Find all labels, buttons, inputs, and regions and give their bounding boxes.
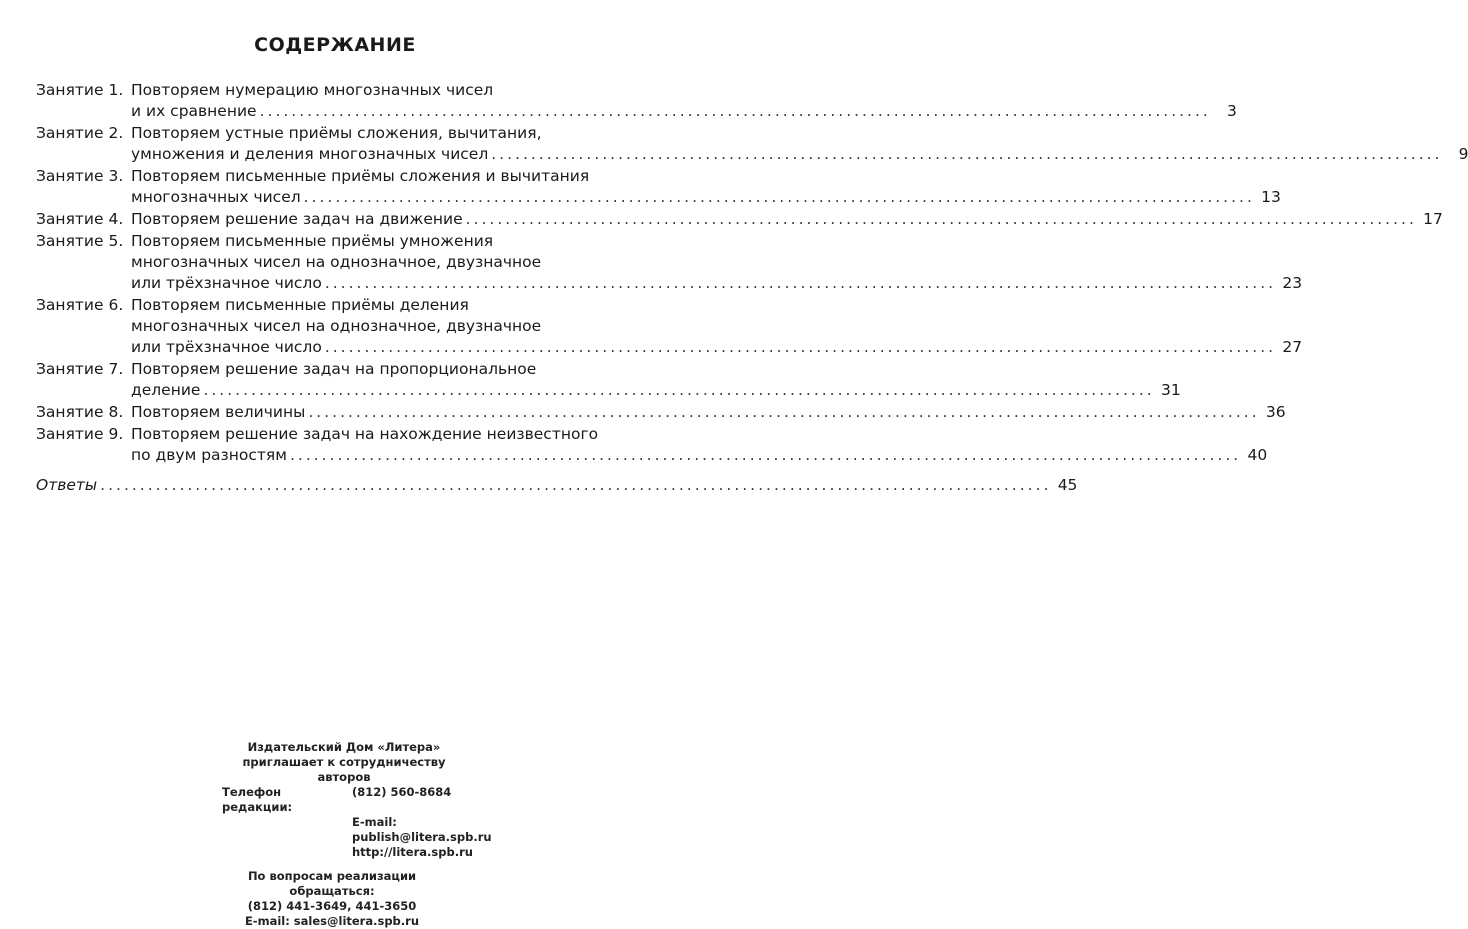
entry-title-line: Повторяем письменные приёмы умножения: [131, 232, 494, 250]
answers-label: Ответы: [36, 476, 98, 494]
toc-entry[interactable]: [36, 231, 1303, 294]
entry-title-line: Повторяем величины: [131, 403, 306, 421]
toc-entry[interactable]: [36, 295, 1303, 358]
toc-entry[interactable]: [36, 209, 1443, 230]
page-number: 13: [1261, 188, 1281, 206]
entry-label: Занятие 9.: [36, 425, 124, 443]
entry-title-line: или трёхзначное число: [131, 274, 322, 292]
entry-label: Занятие 2.: [36, 124, 124, 142]
dot-leader: ........................................................................................................................: [100, 476, 1052, 494]
phone-label: Телефон редакции:: [222, 785, 293, 814]
page-number: 23: [1282, 274, 1303, 292]
toc-entry[interactable]: [36, 123, 1468, 165]
entry-title-line: Повторяем решение задач на движение: [131, 210, 463, 228]
page-number: 36: [1265, 403, 1286, 421]
entry-label: Занятие 6.: [36, 296, 124, 314]
entry-label: Занятие 3.: [36, 167, 124, 185]
dot-leader: ........................................................................................................................: [465, 210, 1417, 228]
toc-entry[interactable]: [36, 359, 1181, 401]
page-number: 17: [1423, 210, 1443, 228]
dot-leader: ........................................................................................................................: [289, 446, 1242, 464]
dot-leader: ........................................................................................................................: [324, 274, 1277, 292]
editorial-email[interactable]: E-mail: publish@litera.spb.ru: [352, 815, 492, 844]
toc-entry[interactable]: [36, 166, 1281, 208]
entry-title-line: умножения и деления многозначных чисел: [131, 145, 489, 163]
entry-label: Занятие 5.: [36, 232, 124, 250]
page-number: 9: [1458, 145, 1468, 163]
editorial-phone: (812) 560-8684: [352, 785, 452, 799]
toc-entry[interactable]: [36, 80, 1237, 122]
entry-title-line: Повторяем письменные приёмы деления: [131, 296, 469, 314]
table-of-contents: [36, 80, 1468, 496]
entry-title-line: Повторяем нумерацию многозначных чисел: [131, 81, 494, 99]
publisher-name: Издательский Дом «Литера»: [247, 740, 441, 754]
page-title: СОДЕРЖАНИЕ: [254, 34, 416, 56]
entry-title-line: по двум разностям: [131, 446, 287, 464]
dot-leader: ........................................................................................................................: [491, 145, 1443, 163]
page-number: 40: [1247, 446, 1268, 464]
entry-label: Занятие 7.: [36, 360, 124, 378]
entry-title-line: Повторяем решение задач на нахождение неизвестного: [131, 425, 599, 443]
toc-entry[interactable]: [36, 402, 1286, 423]
entry-title-line: Повторяем решение задач на пропорциональное: [131, 360, 537, 378]
entry-title-line: и их сравнение: [131, 102, 257, 120]
entry-label: Занятие 1.: [36, 81, 124, 99]
toc-entry-answers[interactable]: [36, 475, 1078, 496]
website-link[interactable]: http://litera.spb.ru: [352, 845, 473, 859]
sales-email[interactable]: E-mail: sales@litera.spb.ru: [244, 914, 420, 928]
entry-title-line: многозначных чисел на однозначное, двузначное: [131, 253, 542, 271]
dot-leader: ........................................................................................................................: [308, 403, 1260, 421]
entry-title-line: Повторяем устные приёмы сложения, вычитания,: [131, 124, 542, 142]
toc-entry[interactable]: [36, 424, 1268, 466]
sales-heading: По вопросам реализации обращаться:: [247, 869, 417, 898]
entry-label: Занятие 4.: [36, 210, 124, 228]
entry-label: Занятие 8.: [36, 403, 124, 421]
sales-phone: (812) 441-3649, 441-3650: [247, 899, 417, 913]
page-number: 3: [1226, 102, 1237, 120]
entry-title-line: или трёхзначное число: [131, 338, 322, 356]
publisher-invite: приглашает к сотрудничеству авторов: [242, 755, 446, 784]
page-number: 27: [1282, 338, 1303, 356]
page-number: 31: [1160, 381, 1181, 399]
entry-title-line: деление: [131, 381, 201, 399]
dot-leader: ........................................................................................................................: [259, 102, 1211, 120]
entry-title-line: многозначных чисел: [131, 188, 301, 206]
dot-leader: ........................................................................................................................: [324, 338, 1277, 356]
entry-title-line: Повторяем письменные приёмы сложения и вычитания: [131, 167, 590, 185]
page-number: 45: [1057, 476, 1078, 494]
publisher-imprint: [222, 740, 522, 929]
dot-leader: ........................................................................................................................: [303, 188, 1255, 206]
entry-title-line: многозначных чисел на однозначное, двузначное: [131, 317, 542, 335]
dot-leader: ........................................................................................................................: [203, 381, 1155, 399]
